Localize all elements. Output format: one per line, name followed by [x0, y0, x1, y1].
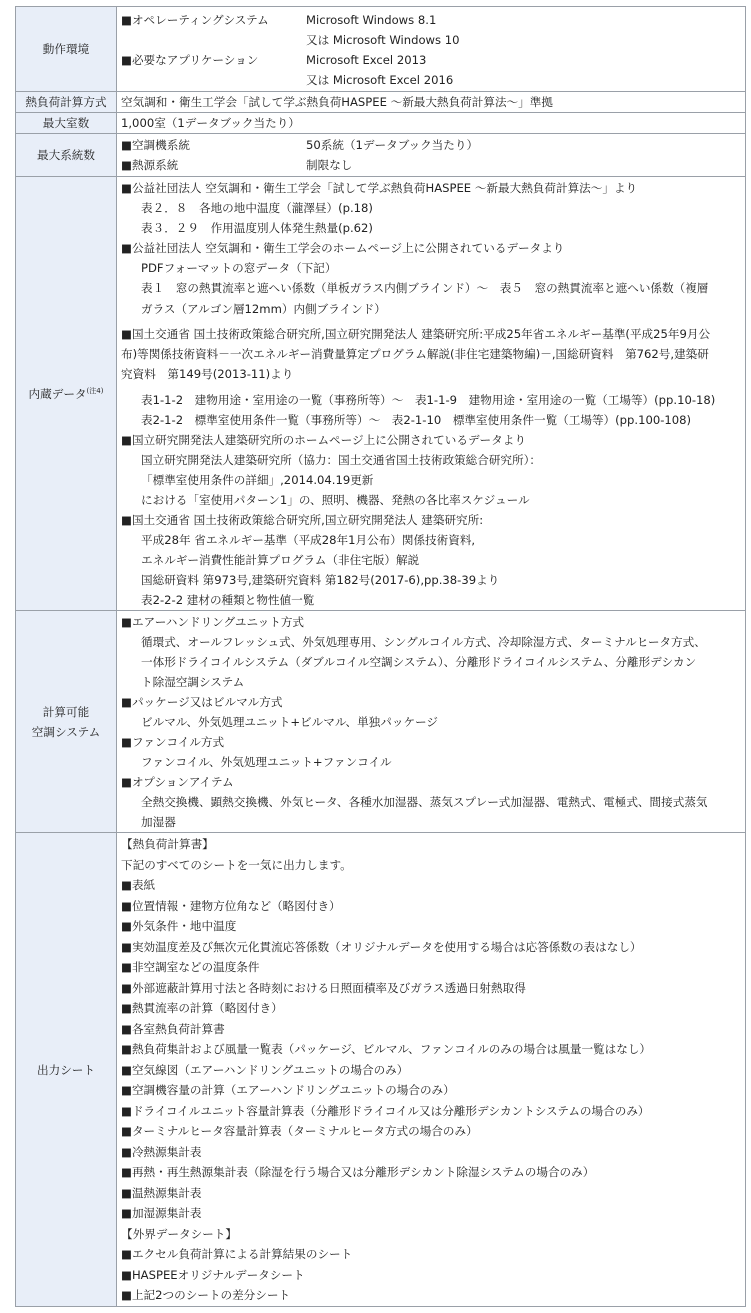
row-systems	[16, 134, 746, 177]
output-line: ■熱負荷集計および風量一覧表（パッケージ、ビルマル、ファンコイルのみの場合は風量一覧はなし）	[121, 1042, 652, 1056]
output-line: 【外界データシート】	[121, 1226, 237, 1241]
calc-line: 循環式、オールフレッシュ式、外気処理専用、シングルコイル方式、冷却除湿方式、ターミナルヒータ方式、	[141, 635, 706, 649]
calc-line: ト除湿空調システム	[141, 675, 245, 689]
row-environment	[16, 7, 746, 92]
spec-table	[15, 6, 746, 1307]
data-line: 平成28年 省エネルギー基準（平成28年1月公布）関係技術資料,	[141, 533, 476, 547]
os-label: ■オペレーティングシステム	[121, 13, 269, 27]
os-value-2: 又は Microsoft Windows 10	[306, 33, 460, 47]
output-line: ■温熱源集計表	[121, 1185, 202, 1200]
data-line: PDFフォーマットの窓データ（下記）	[141, 261, 337, 275]
data-line: 表１ 窓の熱貫流率と遮へい係数（単板ガラス内側ブラインド）～ 表５ 窓の熱貫流率と遮へい係数（複層	[141, 281, 709, 295]
row-header-environment: 動作環境	[16, 7, 117, 92]
data-line: 国総研資料 第973号,建築研究資料 第182号(2017-6),pp.38-39より	[141, 573, 500, 587]
data-line: ■国土交通省 国土技術政策総合研究所,国立研究開発法人 建築研究所:平成25年省エネルギー基準(平成25年9月公	[121, 327, 711, 341]
output-line: ■ドライコイルユニット容量計算表（分離形ドライコイル又は分離形デシカントシステムの場合のみ）	[121, 1103, 650, 1118]
os-value-1: Microsoft Windows 8.1	[306, 13, 437, 27]
calc-line: ■ファンコイル方式	[121, 735, 225, 749]
data-line: 表２．８ 各地の地中温度（瀧澤昼）(p.18)	[141, 201, 373, 215]
output-line: ■実効温度差及び無次元化貫流応答係数（オリジナルデータを使用する場合は応答係数の表はなし）	[121, 939, 642, 954]
row-header-output: 出力シート	[16, 833, 117, 1307]
output-line: ■各室熱負荷計算書	[121, 1021, 225, 1036]
calc-line: 一体形ドライコイルシステム（ダブルコイル空調システム）、分離形ドライコイルシステム、分離形デシカン	[141, 655, 697, 669]
row-data	[16, 177, 746, 611]
calc-line: ファンコイル、外気処理ユニット+ファンコイル	[141, 755, 392, 769]
calc-line: ■パッケージ又はビルマル方式	[121, 695, 283, 709]
heat-system-label: ■熱源系統	[121, 158, 179, 172]
row-method	[16, 92, 746, 113]
output-line: ■ターミナルヒータ容量計算表（ターミナルヒータ方式の場合のみ）	[121, 1124, 478, 1138]
output-line: ■表紙	[121, 878, 156, 892]
calc-line: 全熱交換機、顕熱交換機、外気ヒータ、各種水加湿器、蒸気スプレー式加湿器、電熱式、電極式、間接式蒸気	[141, 795, 708, 809]
data-line: ガラス（アルゴン層12mm）内側ブラインド）	[141, 302, 386, 316]
rooms-cell	[117, 113, 746, 134]
data-line: エネルギー消費性能計算プログラム（非住宅版）解説	[141, 553, 420, 567]
systems-cell	[117, 134, 746, 177]
app-value-2: 又は Microsoft Excel 2016	[306, 73, 454, 87]
heat-system-value: 制限なし	[306, 158, 353, 172]
data-line: 表2-1-2 標準室使用条件一覧（事務所等）～ 表2-1-10 標準室使用条件一覧（工場等）(pp.100-108)	[141, 413, 692, 427]
output-cell	[117, 833, 746, 1307]
output-line: 【熱負荷計算書】	[121, 837, 214, 851]
output-line: ■冷熱源集計表	[121, 1144, 202, 1159]
output-line: ■空調機容量の計算（エアーハンドリングユニットの場合のみ）	[121, 1083, 455, 1097]
app-value-1: Microsoft Excel 2013	[306, 53, 427, 67]
output-line: ■加湿源集計表	[121, 1206, 202, 1220]
data-line: 表2-2-2 建材の種類と物性値一覧	[141, 593, 315, 607]
row-header-calc-systems: 計算可能 空調システム	[16, 611, 117, 833]
row-rooms	[16, 113, 746, 134]
app-label: ■必要なアプリケーション	[121, 53, 259, 67]
data-line: における「室使用パターン1」の、照明、機器、発熱の各比率スケジュール	[141, 493, 530, 507]
ac-system-value: 50系統（1データブック当たり）	[306, 138, 479, 152]
calc-line: 加湿器	[141, 815, 176, 829]
output-line: ■外部遮蔽計算用寸法と各時刻における日照面積率及びガラス透過日射熱取得	[121, 980, 526, 995]
output-line: ■位置情報・建物方位角など（略図付き）	[121, 898, 341, 913]
calc-systems-cell	[117, 611, 746, 833]
environment-cell	[117, 7, 746, 92]
data-line: ■国土交通省 国土技術政策総合研究所,国立研究開発法人 建築研究所:	[121, 513, 484, 527]
data-line: 国立研究開発法人建築研究所（協力：国土交通省国土技術政策総合研究所）：	[141, 453, 541, 467]
row-calc-systems	[16, 611, 746, 833]
output-line: ■非空調室などの温度条件	[121, 960, 260, 974]
output-line: ■熱貫流率の計算（略図付き）	[121, 1001, 283, 1015]
output-line: ■再熱・再生熱源集計表（除湿を行う場合又は分離形デシカント除湿システムの場合のみ）	[121, 1165, 595, 1179]
data-line: 「標準室使用条件の詳細」,2014.04.19更新	[141, 473, 374, 487]
row-header-rooms: 最大室数	[16, 113, 117, 134]
output-line: ■エクセル負荷計算による計算結果のシート	[121, 1247, 353, 1261]
rooms-value: 1,000室（1データブック当たり）	[121, 116, 300, 130]
row-output	[16, 833, 746, 1307]
data-line: 究資料 第149号(2013-11)より	[121, 367, 294, 381]
output-line: ■空気線図（エアーハンドリングユニットの場合のみ）	[121, 1062, 409, 1077]
note-marker: (注4)	[86, 386, 104, 395]
data-cell	[117, 177, 746, 611]
calc-line: ■エアーハンドリングユニット方式	[121, 615, 305, 629]
method-value: 空気調和・衛生工学会「試して学ぶ熱負荷HASPEE ～新最大熱負荷計算法～」準拠	[121, 95, 553, 109]
row-header-method: 熱負荷計算方式	[16, 92, 117, 113]
method-cell	[117, 92, 746, 113]
data-line: ■国立研究開発法人建築研究所のホームページ上に公開されているデータより	[121, 433, 526, 447]
output-line: 下記のすべてのシートを一気に出力します。	[121, 857, 352, 872]
row-header-data: 内蔵データ$^{(注4)}$	[16, 177, 117, 611]
data-line: 表1-1-2 建物用途・室用途の一覧（事務所等）～ 表1-1-9 建物用途・室用途の一覧（工場等）(pp.10-18)	[141, 393, 716, 407]
data-line: 表３．２９ 作用温度別人体発生熱量(p.62)	[141, 221, 373, 235]
output-line: ■HASPEEオリジナルデータシート	[121, 1267, 305, 1282]
data-line: ■公益社団法人 空気調和・衛生工学会のホームページ上に公開されているデータより	[121, 241, 565, 255]
output-line: ■上記2つのシートの差分シート	[121, 1288, 291, 1302]
output-line: ■外気条件・地中温度	[121, 919, 237, 933]
calc-line: ビルマル、外気処理ユニット+ビルマル、単独パッケージ	[141, 715, 439, 729]
data-line: ■公益社団法人 空気調和・衛生工学会「試して学ぶ熱負荷HASPEE ～新最大熱負荷計算法～」より	[121, 181, 638, 195]
data-line: 布)等関係技術資料－一次エネルギー消費量算定プログラム解説(非住宅建築物編)－,国総研資料 第762号,建築研	[121, 347, 709, 361]
ac-system-label: ■空調機系統	[121, 138, 190, 152]
row-header-systems: 最大系統数	[16, 134, 117, 177]
calc-line: ■オプションアイテム	[121, 775, 234, 789]
